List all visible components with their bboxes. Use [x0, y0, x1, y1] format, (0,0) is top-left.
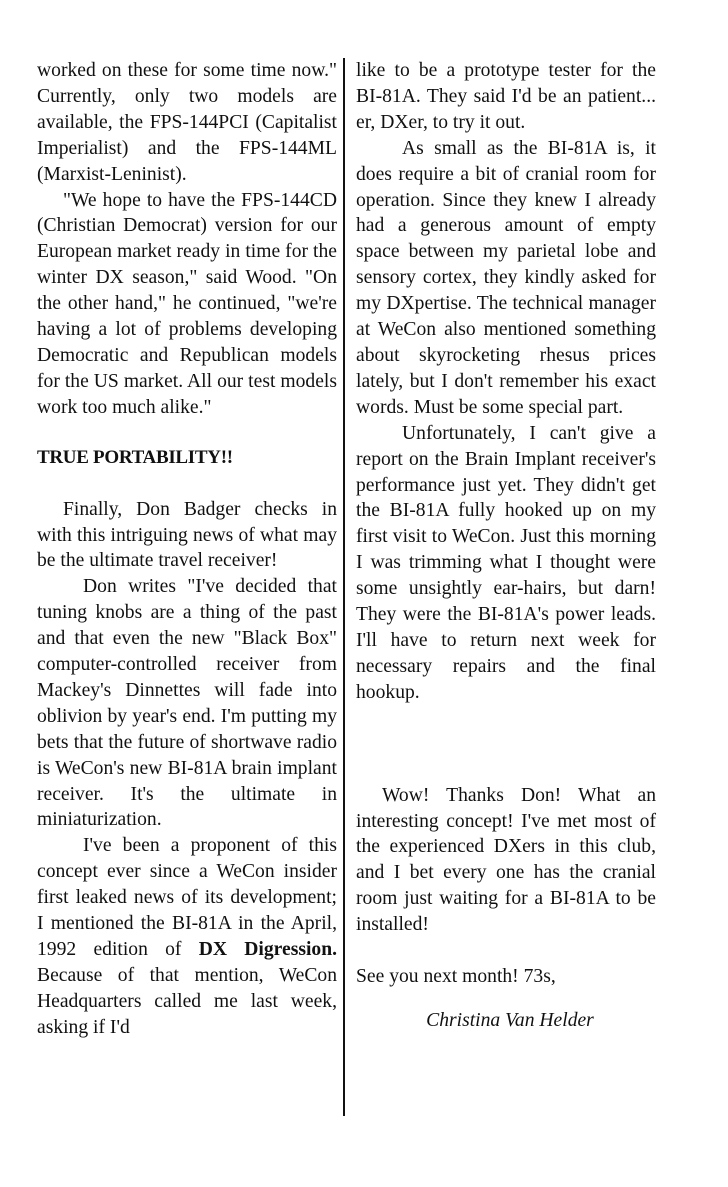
column-divider — [343, 58, 345, 1116]
publication-title: DX Digression. — [198, 939, 337, 960]
left-column — [37, 58, 337, 1041]
left-paragraph-1: worked on these for some time now." Currently, only two models are available, the FPS-144PCI (Capitalist Imperialist) and the FPS-144ML (Marxist-Leninist). — [37, 60, 337, 185]
section-heading: TRUE PORTABILITY!! — [37, 446, 233, 468]
left-paragraph-4: Don writes "I've decided that tuning knobs are a thing of the past and that even the new "Black Box" computer-controlled receiver from Mackey's Dinnettes will fade into oblivion by year's end. I'm putting my bets that the future of shortwave radio is WeCon's new BI-81A brain implant receiver. It's the ultimate in miniaturization. — [37, 576, 337, 831]
paragraph-5-end: Because of that mention, WeCon Headquarters called me last week, asking if I'd — [37, 964, 337, 1038]
author-signature: Christina Van Helder — [426, 1010, 594, 1031]
signoff-line: See you next month! 73s, — [356, 966, 556, 988]
left-paragraph-2: "We hope to have the FPS-144CD (Christian Democrat) version for our European market ready in time for the winter DX season," said Wood. "On the other hand," he continued, "we're having a lot of problems developing Democratic and Republican models for the US market. All our test models work too much alike." — [37, 189, 337, 418]
right-paragraph-4: Wow! Thanks Don! What an interesting concept! I've met most of the experienced DXers in this club, and I bet every one has the cranial room just waiting for a BI-81A to be installed! — [356, 784, 656, 936]
right-paragraph-2: As small as the BI-81A is, it does require a bit of cranial room for operation. Since they knew I already had a generous amount of empty space between my parietal lobe and sensory cortex, they kindly asked for my DXpertise. The technical manager at WeCon also mentioned something about skyrocketing rhesus prices lately, but I don't remember his exact words. Must be some special part. — [356, 137, 656, 418]
left-paragraph-3: Finally, Don Badger checks in with this intriguing news of what may be the ultimate travel receiver! — [37, 498, 337, 572]
right-column — [356, 58, 656, 1034]
left-paragraph-5 — [37, 833, 337, 1040]
right-paragraph-1: like to be a prototype tester for the BI-81A. They said I'd be an patient... er, DXer, to try it out. — [356, 60, 656, 133]
paragraph-5-start: I've been a proponent of this concept ever since a WeCon insider first leaked news of its development; I mentioned the BI-81A in the April, 1992 edition of — [37, 835, 337, 960]
right-paragraph-3: Unfortunately, I can't give a report on the Brain Implant receiver's performance just yet. They didn't get the BI-81A fully hooked up on my first visit to WeCon. Just this morning I was trimming what I thought were some unsightly ear-hairs, but darn! They were the BI-81A's power leads. I'll have to return next week for necessary repairs and the final hookup. — [356, 422, 656, 703]
